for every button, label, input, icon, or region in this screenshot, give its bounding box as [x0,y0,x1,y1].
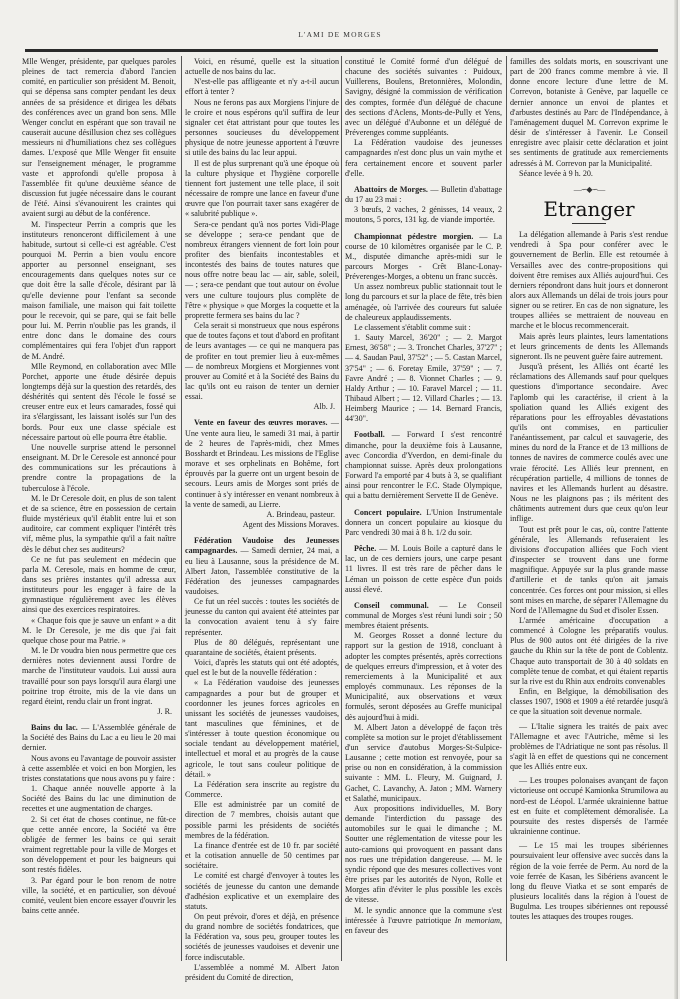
paragraph: Enfin, en Belgique, la démobilisation des classes 1907, 1908 et 1909 a été retardée jusqu'à ce que la situation soit devenue normale. [510,687,668,717]
paragraph: La délégation allemande à Paris s'est rendue vendredi à Spa pour conférer avec le gouvernement de Berlin. Elle est retournée à Versailles avec des contre-propositions qui doivent être remises aux Alliés aujourd'hui. Ces derniers répondront dans huit jours et donneront alors aux Allemands un délai de trois jours pour signer ou se retirer. En cas de non signature, les troupes alliées se mettraient de nouveau en marche et le blocus recommencerait. [510,230,668,331]
article-heading: Championnat pédestre morgien. [354,231,474,241]
section-rule [572,223,606,224]
paragraph: Il est de plus surprenant qu'à une époque où la culture physique et l'hygiène corporelle tiennent fort justement une telle place, il soit nécessaire de rompre une lance en faveur d'une œuvre que l'on pourrait taxer sans exagérer de « salubrité publique ». [185,158,339,219]
article-heading: Concert populaire. [354,507,422,517]
signature: J. R. [157,707,172,716]
paragraph: Tout est prêt pour le cas, où, contre l'attente générale, les Allemands refuseraient les divisions d'occupation alliées que Foch vient d'inspecter se trouvent dans une forme magnifique. Appuyée sur la plus grande masse d'artillerie et de tanks qu'on ait jamais concentrée. Ces forces ont pour mission, si elles sont mises en marche, de séparer l'Allemagne du Nord de l'Allemagne du Sud et d'isoler Essen. [510,524,668,615]
paragraph: L'assemblée a nommé M. Albert Jaton président du Comité de direction, [185,962,339,982]
paragraph: Mais après leurs plaintes, leurs lamentations et leurs grincements de dents les Allemands signeront. Ils ne peuvent guère faire autrement. [510,331,668,361]
paragraph: M. l'inspecteur Perrin a compris que les instituteurs renonceront difficilement à une habitude, surtout si celle-ci est agréable. C'est pourquoi M. Perrin a bien voulu encore apporter au personnel enseignant, ses encouragements dans quelques notes sur ce que doit être la salle d'école, désirant par là qu'elle devienne pour l'enfant sa seconde maison familiale, une maison qui fait toilette pour le recevoir, qui se pare, qui se fait belle pour lui. M. Perrin n'oublie pas les grands, il entre donc dans le domaine des cours complémentaires qui fera l'objet d'un rapport de M. André. [22,219,176,361]
news-item: — Les troupes polonaises avançant de façon victorieuse ont occupé Kamionka Strumilowa au nord-est de Léopol. L'armée ukrainienne battue est en fuite et complètement démoralisée. La poursuite des restes dispersés de l'armée ukrainienne continue. [510,776,669,837]
news-item: — Le 15 mai les troupes sibériennes poursuivaient leur offensive avec succès dans la région de la voie ferrée de Perm. Au nord de la voie ferrée de Kasan, les Sibériens avancent le long du fleuve Viatka et se sont emparés de plusieurs localités dans la région à l'ouest de Bugulma. Les troupes sibériennes ont repoussé toutes les attaques des troupes rouges. [510,841,668,922]
list-item: 2. Si cet état de choses continue, ne fût-ce que cette année encore, la Société va être obligée de fermer les bains ce qui serait vraiment regrettable pour la ville de Morges et son développement et pour les baigneurs qui sont restés fidèles. [22,814,176,875]
paragraph: La Fédération sera inscrite au registre du Commerce. [185,779,339,800]
paragraph: M. le syndic annonce que la commune s'est intéressée à l'œuvre patriotique In memoriam, en faveur des [345,905,502,935]
paragraph: M. le Dr voudra bien nous permettre que ces dernières notes deviennent aussi l'ordre de marche de l'instituteur vaudois. Lui aussi aura travaillé pour son pays lorsqu'il aura élargi une poitrine trop étroite, mis de la vie dans un regard éteint, rendu clair un front ingrat. [22,646,176,706]
paragraph: Ce fut un réel succès : toutes les sociétés de jeunesse du canton qui avaient été atteintes par la convocation avaient tenu à s'y faire représenter. [185,597,339,637]
article-abattoirs: Abattoirs de Morges. — Bulletin d'abattage du 17 au 23 mai : [345,184,502,205]
paragraph: Le comité est chargé d'envoyer à toutes les sociétés de jeunesse du canton une demande d'adhésion explicative et un exemplaire des statuts. [185,871,339,911]
signature: Alb. J. [313,402,335,412]
column-4 [510,57,668,923]
ornament-divider: —∽◆∽— [573,184,605,194]
article-heading: Conseil communal. [354,600,429,610]
article-bains-du-lac: Bains du lac. — L'Assemblée générale de la Société des Bains du Lac a eu lieu le 20 mai dernier. [22,723,176,753]
paragraph: Nous avons eu l'avantage de pouvoir assister à cette assemblée et voici en bon Morgien, les tristes constatations que nous avons pu y faire : [22,753,176,783]
list-item: 3. Par égard pour le bon renom de notre ville, la société, et en particulier, son dévoué comité, veulent bien encore essayer d'ouvrir les bains cette année. [22,875,176,915]
article-heading: Football. [354,430,385,440]
section-title: Etranger [543,197,635,222]
article-federation-vaudoise: Fédération Vaudoise des Jeunesses campagnardes. — Samedi dernier, 24 mai, a eu lieu à Lausanne, sous la présidence de M. Albert Jaton, l'assemblée constitutive de la Fédération des jeunesses campagnardes vaudoises. [185,536,339,596]
signature-title: Agent des Missions Moraves. [242,520,339,530]
article-conseil-communal: Conseil communal. — Le Conseil communal de Morges s'est réuni lundi soir ; 50 membres étaient présents. [345,600,502,631]
paragraph: Ce ne fut pas seulement en médecin que parla M. Ceresole, mais en homme de cœur, dans ses prières instantes qu'il adressa aux instituteurs pour les engager à faire de la gymnastique régulièrement avec les élèves ainsi que des exercices respiratoires. [22,554,176,615]
paragraph: constitué le Comité formé d'un délégué de chacune des sociétés suivantes : Puidoux, Vuillerens, Boulens, Bretonnières, Molondin, Savigny, désigné la commission de vérification des comptes, formée d'un délégué de chacune des sections d'Aclens, Monts-de-Pully et Yens, avec un délégué d'Aubonne et un délégué de Préverenges comme suppléants. [345,57,502,138]
paragraph: On peut prévoir, d'ores et déjà, en présence du grand nombre de sociétés fondatrices, que la Fédération va, sous peu, grouper toutes les sociétés de jeunesses vaudoises et devenir une force indiscutable. [185,911,339,962]
results-list: 1. Sauty Marcel, 36'20" ; — 2. Margot Ernest, 36'58" ; — 3. Tronchet Charles, 37'27" ; — 4. Saudan Paul, 37'52" ; — 5. Castan Marcel, 37'54" ; — 6. Foretay Emile, 37'59" ; — 7. Favre André ; — 8. Vionnet Charles ; — 9. Haldy Arthur ; — 10. Faravel Marcel ; — 11. Thibaud Albert ; — 12. Villard Charles ; — 13. Heimberg Maurice ; — 14. Bernard Francis, 44'30". [345,333,502,424]
article-heading: Vente en faveur des œuvres moraves. [194,418,328,428]
article-football: Football. — Forward I s'est rencontré dimanche, pour la deuxième fois à Lausanne, avec Concordia d'Yverdon, en demi-finale du championnat suisse. Après deux prolongations Forward l'a emporté par 4 buts à 3, se qualifiant ainsi pour rencontrer le F.C. Stade Olympique, qui a battu dernièrement Servette II de Genève. [345,430,502,501]
paragraph: Cela serait si monstrueux que nous espérons que de toutes façons et tout d'abord en profitant de leurs avantages — ce qui ne manquera pas de profiter en tout premier lieu à eux-mêmes — de nombreux Morgiens et Morgiennes vont prouver au Comité et à la Société des Bains du lac qu'ils ont eu raison de tenter un dernier essai. [185,321,339,402]
paragraph: Mlle Wenger, présidente, par quelques paroles pleines de tact remercia d'abord l'ancien comité, en particulier son président M. Benoit, qui se dépensa sans compter pendant les deux années de sa présidence et dirigea les débats des conférences avec un grand bon sens. Mlle Wenger conclut en espérant que son travail ne causerait aucune désillusion chez ses collègues messieurs ni d'humiliations chez ses collègues dames. L'exposé que Mlle Wenger fit ensuite sur l'enseignement ménager, le programme vaste et approfondi qu'elle proposa à l'assemblée fit qu'une deuxième séance de discussion fut jugée nécessaire dans le courant de l'été. Ainsi s'évanouirent les craintes qui avaient surgi au début de la conférence. [22,57,176,219]
list-item: 1. Chaque année nouvelle apporte à la Société des Bains du lac une diminution de recettes et une augmentation de charges. [22,784,176,814]
article-peche: Pêche. — M. Louis Boile a capturé dans le lac, un de ces derniers jours, une carpe pesant 11 livres. Il est très rare de pêcher dans le Léman un poisson de cette espèce d'un poids aussi élevé. [345,544,502,594]
paragraph: Un assez nombreux public stationnait tout le long du parcours et sur la place de fête, très bien aménagée, où l'arrivée des coureurs fut saluée de chaleureux applaudissements. [345,282,502,322]
article-vente-moraves: Vente en faveur des œuvres moraves. — Une vente aura lieu, le samedi 31 mai, à partir de 2 heures de l'après-midi, chez Mmes Bosshardt et Brindeau. Les missions de l'Eglise morave et ses orphelinats en Bohême, fort éprouvés par la guerre ont un urgent besoin de secours. Leurs amis de Morges sont priés de continuer à s'y intéresser en venant nombreux à la vente de samedi, au Lierre. [185,418,339,509]
paragraph: Voici, en résumé, quelle est la situation actuelle de nos bains du lac. [185,57,339,77]
paragraph: Elle est administrée par un comité de direction de 7 membres, choisis autant que possible parmi les présidents de sociétés membres de la fédération. [185,800,339,840]
column-divider [341,56,342,961]
paragraph: Voici, d'après les statuts qui ont été adoptés, quel est le but de la nouvelle fédération : [185,658,339,678]
article-heading: Pêche. [354,544,377,554]
paragraph: 3 bœufs, 2 vaches, 2 génisses, 14 veaux, 2 moutons, 5 porcs, 131 kg. de viande importée. [345,205,502,225]
paragraph: M. le Dr Ceresole doit, en plus de son talent et de sa science, être en possession de certain fluide mystérieux qu'il établit entre lui et son auditoire, car comment expliquer l'intérêt très vif, même plus, la sympathie qu'il a fait naître dès le début chez ses auditeurs? [22,493,176,554]
paragraph: M. Georges Rosset a donné lecture du rapport sur la gestion de 1918, concluant à adopter les comptes présentés, après corrections de quelques erreurs d'impression, et à voter des remerciements à la Municipalité et aux employés communaux. Les réponses de la Municipalité, aux observations et vœux formulés, seront déposées au Greffe municipal dès aujourd'hui à midi. [345,631,502,722]
newspaper-masthead: L'AMI DE MORGES [298,30,382,39]
paragraph: L'armée américaine d'occupation a commencé à Cologne les préparatifs voulus. Plus de 900 autos ont été dirigées de la rive gauche du Rhin sur la tête de pont de Coblentz. Chaque auto transportait de 30 à 40 soldats en complète tenue de combat, et qui étaient repartis sur la rive est du Rhin aux endroits convenables [510,615,668,686]
article-concert: Concert populaire. L'Union Instrumentale donnera un concert populaire au kiosque du Parc vendredi 30 mai à 8 h. 1/2 du soir. [345,507,503,537]
column-3 [345,57,502,936]
paragraph: Aux propositions individuelles, M. Bory demande l'interdiction du passage des automobiles sur le quai le dimanche ; M. Soutter une réglementation de vitesse pour les auto-camions qui provoquent en passant dans nos rues une trépidation dangereuse. — M. le syndic répond que des mesures collectives vont être prises par les autorités de Nyon, Rolle et Morges afin d'éviter le plus possible les excès de vitesse. [345,803,502,905]
masthead-rule [25,49,658,52]
page-edge-shadow [674,0,678,999]
column-divider [181,56,182,961]
signature: A. Brindeau, pasteur. [266,509,335,519]
paragraph: Jusqu'à présent, les Alliés ont écarté les réclamations des Allemands sauf pour quelques questions d'importance secondaire. Avec l'aplomb qui les caractérise, il crient à la spoliation quand les Alliés exigent des réparations pour les effroyables dévastations qu'ils ont commises, en particulier l'anéantissement, par calcul et sauvagerie, des mines du nord de la France et de 13 millions de tonnes de navires de commerce coulés avec une vraie férocité. Les Alliés leur prennent, en récupération partielle, 4 millions de tonnes de navires et les Allemands hurlent au désastre. Nous ne les plaignons pas ; ils méritent des châtiments autrement durs que ceux qu'on leur inflige. [510,362,668,524]
quote-paragraph: « Chaque fois que je sauve un enfant » a dit M. le Dr Ceresole, je me dis que j'ai fait quelque chose pour ma Patrie. » [22,615,176,645]
paragraph: Une nouvelle surprise attend le personnel enseignant. M. Dr le Ceresole est annoncé pour des communications sur les précautions à prendre contre la propagations de la tuberculose à l'école. [22,442,176,493]
column-divider [506,56,507,961]
news-item: — L'Italie signera les traités de paix avec l'Allemagne et avec l'Autriche, même si les problèmes de l'Adriatique ne sont pas résolus. Il s'agit là en effet de questions qui ne concernent que les Alliés entre eux. [510,721,668,772]
paragraph: familles des soldats morts, en souscrivant une part de 200 francs comme membre à vie. Il donne encore lecture d'une lettre de M. Correvon, botaniste à Genève, par laquelle ce dernier annonce un envoi de plantes et d'arbustes destinés au Parc de l'Indépendance, à l'aménagement duquel M. Correvon exprime le désir de s'intéresser à l'avenir. Le Conseil enregistre avec plaisir cette déclaration et joint ses sentiments de gratitude aux remerciements adressés à M. Correvon par la Municipalité. [510,57,668,168]
paragraph: La finance d'entrée est de 10 fr. par société et la cotisation annuelle de 50 centimes par sociétaire. [185,840,339,871]
paragraph: Nous ne ferons pas aux Morgiens l'injure de le croire et nous espérons qu'il suffira de leur signaler cet état attristant pour que toutes les personnes soucieuses du développement physique de notre jeunesse apportent à l'œuvre si utile des bains du lac leur appui. [185,97,339,158]
quote-paragraph: « La Fédération vaudoise des jeunesses campagnardes a pour but de grouper et coordonner les jeunes forces agricoles en unissant les sociétés de jeunesses vaudoises, tant masculines que féminines, et de s'intéresser à toute question économique ou sociale tendant au développement matériel, intellectuel et moral et au progrès de la cause agricole, le tout sans couleur politique de détail. » [185,678,339,779]
article-heading: Abattoirs de Morges. [354,184,428,194]
article-heading: Bains du lac. [31,723,78,733]
paragraph: M. Albert Jaton a développé de façon très complète sa motion sur le projet d'établissement d'un service d'autobus Morges-St-Sulpice-Lausanne ; cette motion est renvoyée, pour sa prise ou non en considération, à la commission suivante : MM. L. Fleury, M. Guignard, J. Gachet, C. Lavanchy, A. Jaton ; MM. Warnery et Salathé, municipaux. [345,722,502,803]
paragraph: N'est-elle pas affligeante et n'y a-t-il aucun effort à tenter ? [185,77,339,97]
article-heading: Fédération Vaudoise des Jeunesses campagnardes. [185,536,339,556]
paragraph: La Fédération vaudoise des jeunesses campagnardes n'est donc plus un vain mythe et fera certainement encore et souvent parler d'elle. [345,138,502,178]
paragraph: Mlle Reymond, en collaboration avec Mlle Porchet, apporte une étude désirée depuis longtemps déjà sur la question des retardés, des déshérités qui sentent dès l'école le fossé se creuser entre eux et leurs camarades, fossé qui ira s'élargissant, les laissant isolés sur l'un des bords. Pour eux une classe spéciale est nécessaire partout où elle pourra être établie. [22,361,176,442]
paragraph: Le classement s'établit comme suit : [354,322,471,332]
column-2 [185,57,339,983]
article-championnat: Championnat pédestre morgien. — La course de 10 kilomètres organisée par le C. P. M., disputée dimanche après-midi sur le parcours Morges - Crêt Blanc-Lonay-Préverenges-Morges, a obtenu un franc succès. [345,231,502,282]
paragraph: Séance levée à 9 h. 20. [519,168,593,178]
paragraph: Sera-ce pendant qu'à nos portes Vidi-Plage se développe ; sera-ce pendant que de nombreux étrangers viennent de fort loin pour profiter des bienfaits incontestables et incontestés des bains de toutes natures que nous offre notre beau lac — air, sable, soleil, — ; sera-ce pendant que tout autour on évolue vers une culture toujours plus complète de l'être « physique » que Morges la coquette et la proprette fermera ses bains du lac ? [185,219,339,320]
column-1 [22,57,176,916]
paragraph: Plus de 80 délégués, représentant une quarantaine de sociétés, étaient présents. [185,637,339,657]
